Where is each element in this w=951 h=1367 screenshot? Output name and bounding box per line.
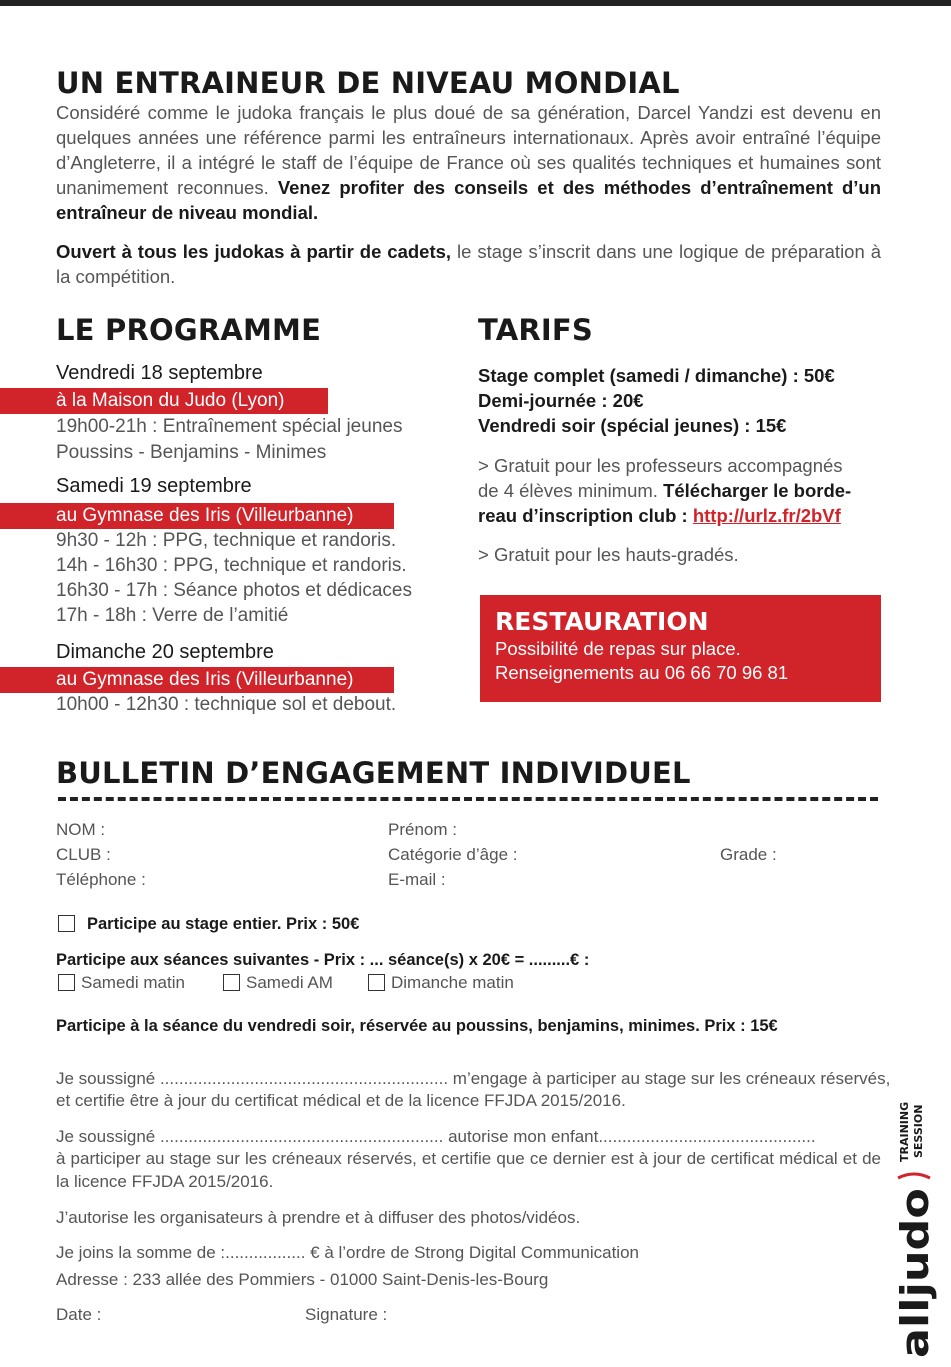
restauration-meals: Possibilité de repas sur place. <box>495 638 741 659</box>
venue-banner-friday: à la Maison du Judo (Lyon) <box>0 388 328 414</box>
free-teachers-line <box>478 503 841 528</box>
option-friday: Participe à la séance du vendredi soir, réservée au poussins, benjamins, minimes. Prix : 15€ <box>56 1017 778 1035</box>
checkbox-full-stage[interactable] <box>58 915 75 932</box>
session-dimanche-matin: Dimanche matin <box>391 973 514 992</box>
day-title-saturday: Samedi 19 septembre <box>56 475 252 497</box>
field-email[interactable]: E-mail : <box>388 870 446 889</box>
restauration-title: RESTAURATION <box>495 607 709 636</box>
photo-consent: J’autorise les organisateurs à prendre et à diffuser des photos/vidéos. <box>56 1208 581 1227</box>
schedule-line: 17h - 18h : Verre de l’amitié <box>56 605 289 626</box>
schedule-line: 9h30 - 12h : PPG, technique et randoris. <box>56 530 397 551</box>
price-line: Demi-journée : 20€ <box>478 390 644 411</box>
trainer-paragraph-highlight: Venez profiter des conseils et des méthodes d’entraînement d’un entraîneur de niveau mondial. <box>56 177 881 223</box>
field-nom[interactable]: NOM : <box>56 820 106 839</box>
bulletin-heading: BULLETIN D’ENGAGEMENT INDIVIDUEL <box>56 756 691 790</box>
checkbox-dimanche-matin[interactable] <box>368 974 385 991</box>
field-categorie[interactable]: Catégorie d’âge : <box>388 845 518 864</box>
parent-authorization-text: à participer au stage sur les créneaux réservés, et certifie que ce dernier est à jour de certificat médical et de la licence FFJDA 2015/2016. <box>56 1149 881 1191</box>
tarifs-heading: TARIFS <box>478 313 593 347</box>
free-teachers-line: > Gratuit pour les professeurs accompagnés <box>478 455 843 476</box>
checkbox-samedi-am[interactable] <box>223 974 240 991</box>
alljudo-logo <box>888 1100 948 1360</box>
audience-text: le stage s’inscrit dans une logique de préparation à la compétition. <box>56 241 881 287</box>
dashed-divider <box>58 797 878 801</box>
trainer-paragraph-text: Considéré comme le judoka français le plus doué de sa génération, Darcel Yandzi est devenu en quelques années une référence parmi les entraîneurs internationaux. Après avoir entraîné l’équipe d’Angleterre, il a intégré le staff de l’équipe de France où ses qualités techniques et humaines sont unanimement reconnues. <box>56 102 881 198</box>
restauration-box <box>480 595 881 702</box>
field-grade[interactable]: Grade : <box>720 845 777 864</box>
trainer-paragraph <box>56 100 881 225</box>
schedule-line: 16h30 - 17h : Séance photos et dédicaces <box>56 580 412 601</box>
registration-link[interactable]: http://urlz.fr/2bVf <box>692 505 841 526</box>
field-prenom[interactable]: Prénom : <box>388 820 457 839</box>
alljudo-logo-mark <box>888 1100 948 1360</box>
option-sessions: Participe aux séances suivantes - Prix : ... séance(s) x 20€ = .........€ : <box>56 951 590 969</box>
engagement-line: et certifie être à jour du certificat médical et de la licence FFJDA 2015/2016. <box>56 1091 626 1110</box>
logo-tagline-training: TRAINING <box>898 1101 911 1162</box>
signature-field[interactable]: Signature : <box>305 1305 388 1324</box>
schedule-line: 14h - 16h30 : PPG, technique et randoris. <box>56 555 407 576</box>
logo-accent-arc <box>898 1174 930 1178</box>
schedule-line: 10h00 - 12h30 : technique sol et debout. <box>56 694 397 715</box>
date-field[interactable]: Date : <box>56 1305 102 1324</box>
price-line: Vendredi soir (spécial jeunes) : 15€ <box>478 415 787 436</box>
day-title-friday: Vendredi 18 septembre <box>56 362 263 384</box>
audience-paragraph <box>56 239 881 289</box>
logo-tagline-session: SESSION <box>912 1104 925 1158</box>
audience-highlight: Ouvert à tous les judokas à partir de cadets, <box>56 241 452 262</box>
schedule-line: Poussins - Benjamins - Minimes <box>56 442 327 463</box>
free-teachers-text: de 4 élèves minimum. <box>478 480 664 501</box>
programme-heading: LE PROGRAMME <box>56 313 322 347</box>
free-high-grades-line: > Gratuit pour les hauts-gradés. <box>478 544 739 565</box>
session-samedi-am: Samedi AM <box>246 973 333 992</box>
restauration-phone: Renseignements au 06 66 70 96 81 <box>495 662 789 683</box>
payment-line: Je joins la somme de :................. € à l’ordre de Strong Digital Communication <box>56 1243 639 1262</box>
parent-authorization-line: Je soussigné ............................................................ autorise mon enfant.............................................. <box>56 1127 816 1146</box>
day-title-sunday: Dimanche 20 septembre <box>56 641 274 663</box>
logo-brand: alljudo <box>893 1212 937 1358</box>
venue-banner-saturday: au Gymnase des Iris (Villeurbanne) <box>0 503 394 529</box>
field-telephone[interactable]: Téléphone : <box>56 870 146 889</box>
free-teachers-line <box>478 478 851 503</box>
download-text: reau d’inscription club : <box>478 505 693 526</box>
address-line: Adresse : 233 allée des Pommiers - 01000 Saint-Denis-les-Bourg <box>56 1270 549 1289</box>
download-text: Télécharger le borde- <box>663 480 852 501</box>
trainer-heading: UN ENTRAINEUR DE NIVEAU MONDIAL <box>56 66 680 100</box>
schedule-line: 19h00-21h : Entraînement spécial jeunes <box>56 416 403 437</box>
checkbox-samedi-matin[interactable] <box>58 974 75 991</box>
field-club[interactable]: CLUB : <box>56 845 111 864</box>
session-samedi-matin: Samedi matin <box>81 973 185 992</box>
price-line: Stage complet (samedi / dimanche) : 50€ <box>478 365 835 386</box>
venue-banner-sunday: au Gymnase des Iris (Villeurbanne) <box>0 667 394 693</box>
engagement-line: Je soussigné ............................................................. m’engage à participer au stage sur les créneaux réservés, <box>56 1069 891 1088</box>
top-border <box>0 0 951 6</box>
option-full-stage: Participe au stage entier. Prix : 50€ <box>87 915 360 933</box>
